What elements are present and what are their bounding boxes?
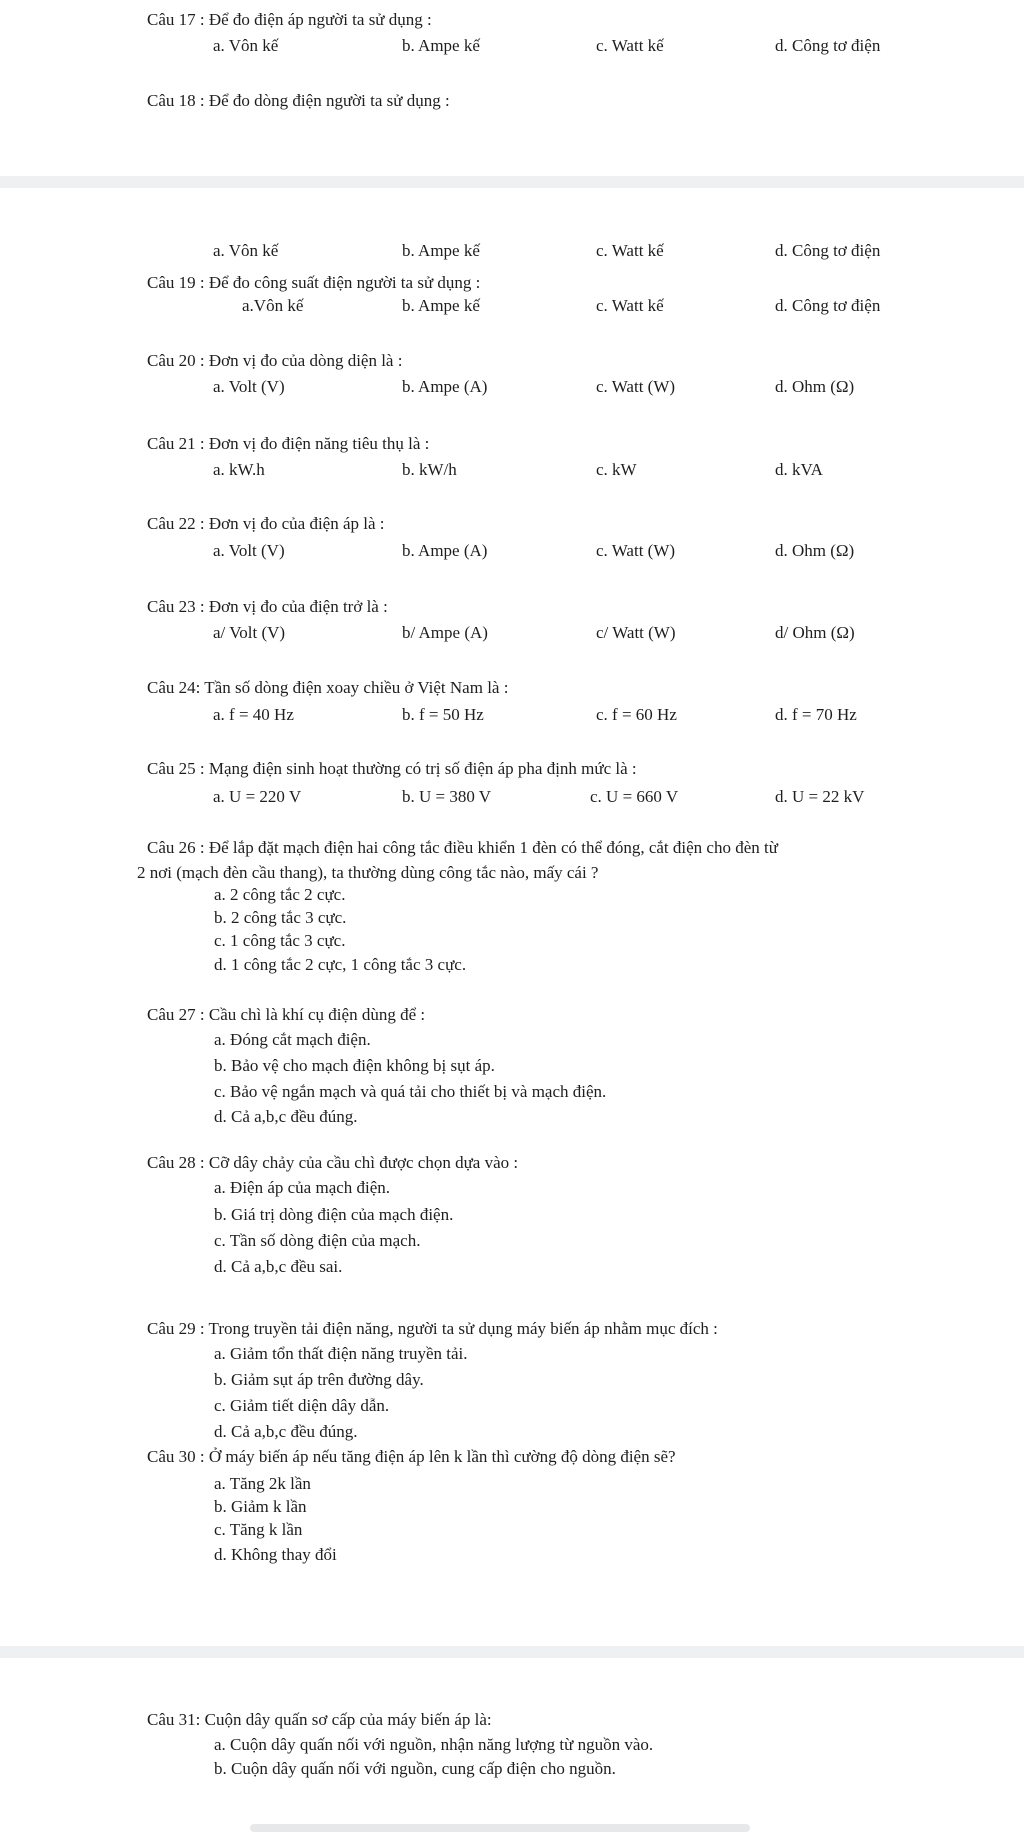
q24-option-c: c. f = 60 Hz	[596, 705, 677, 724]
q18-option-d: d. Công tơ điện	[775, 241, 881, 260]
q23-option-d: d/ Ohm (Ω)	[775, 623, 855, 642]
cut-off-line	[250, 1824, 750, 1832]
q29-option-c: c. Giảm tiết diện dây dẫn.	[214, 1396, 390, 1415]
q21-option-a: a. kW.h	[213, 460, 265, 479]
question-26-line-2: 2 nơi (mạch đèn cầu thang), ta thường dùng công tắc nào, mấy cái ?	[137, 863, 599, 882]
q22-option-a: a. Volt (V)	[213, 541, 285, 560]
question-29: Câu 29 : Trong truyền tải điện năng, người ta sử dụng máy biến áp nhằm mục đích :	[147, 1319, 718, 1338]
q30-option-c: c. Tăng k lần	[214, 1520, 303, 1539]
q22-option-b: b. Ampe (A)	[402, 541, 488, 560]
q27-option-b: b. Bảo vệ cho mạch điện không bị sụt áp.	[214, 1056, 495, 1075]
q26-option-a: a. 2 công tắc 2 cực.	[214, 885, 346, 904]
q23-option-c: c/ Watt (W)	[596, 623, 676, 642]
q25-option-a: a. U = 220 V	[213, 787, 302, 806]
q28-option-a: a. Điện áp của mạch điện.	[214, 1178, 391, 1197]
q19-option-b: b. Ampe kế	[402, 296, 480, 315]
question-21: Câu 21 : Đơn vị đo điện năng tiêu thụ là :	[147, 434, 430, 453]
q23-option-a: a/ Volt (V)	[213, 623, 286, 642]
q26-option-d: d. 1 công tắc 2 cực, 1 công tắc 3 cực.	[214, 955, 467, 974]
question-31: Câu 31: Cuộn dây quấn sơ cấp của máy biến áp là:	[147, 1710, 492, 1729]
q22-option-c: c. Watt (W)	[596, 541, 676, 560]
q25-option-c: c. U = 660 V	[590, 787, 679, 806]
q24-option-b: b. f = 50 Hz	[402, 705, 484, 724]
q22-option-d: d. Ohm (Ω)	[775, 541, 855, 560]
q26-option-b: b. 2 công tắc 3 cực.	[214, 908, 347, 927]
q27-option-d: d. Cả a,b,c đều đúng.	[214, 1107, 358, 1126]
q17-option-a: a. Vôn kế	[213, 36, 279, 55]
question-25: Câu 25 : Mạng điện sinh hoạt thường có trị số điện áp pha định mức là :	[147, 759, 637, 778]
q26-option-c: c. 1 công tắc 3 cực.	[214, 931, 346, 950]
q29-option-a: a. Giảm tổn thất điện năng truyền tải.	[214, 1344, 468, 1363]
q20-option-d: d. Ohm (Ω)	[775, 377, 855, 396]
question-27: Câu 27 : Cầu chì là khí cụ điện dùng để :	[147, 1005, 426, 1024]
q29-option-d: d. Cả a,b,c đều đúng.	[214, 1422, 358, 1441]
question-24: Câu 24: Tần số dòng điện xoay chiều ở Việt Nam là :	[147, 678, 509, 697]
q28-option-d: d. Cả a,b,c đều sai.	[214, 1257, 343, 1276]
q27-option-c: c. Bảo vệ ngắn mạch và quá tải cho thiết bị và mạch điện.	[214, 1082, 607, 1101]
question-22: Câu 22 : Đơn vị đo của điện áp là :	[147, 514, 385, 533]
q24-option-a: a. f = 40 Hz	[213, 705, 294, 724]
q17-option-c: c. Watt kế	[596, 36, 664, 55]
question-28: Câu 28 : Cỡ dây chảy của cầu chì được chọn dựa vào :	[147, 1153, 519, 1172]
q31-option-a: a. Cuộn dây quấn nối với nguồn, nhận năng lượng từ nguồn vào.	[214, 1735, 654, 1754]
question-26-line-1: Câu 26 : Để lắp đặt mạch điện hai công tắc điều khiển 1 đèn có thể đóng, cắt điện cho đèn từ	[147, 838, 778, 857]
question-23: Câu 23 : Đơn vị đo của điện trở là :	[147, 597, 388, 616]
q21-option-d: d. kVA	[775, 460, 823, 479]
q31-option-b: b. Cuộn dây quấn nối với nguồn, cung cấp điện cho nguồn.	[214, 1759, 616, 1778]
q24-option-d: d. f = 70 Hz	[775, 705, 857, 724]
q19-option-a: a.Vôn kế	[242, 296, 304, 315]
q25-option-d: d. U = 22 kV	[775, 787, 865, 806]
page-gap-1	[0, 176, 1024, 188]
question-18: Câu 18 : Để đo dòng điện người ta sử dụng :	[147, 91, 450, 110]
q18-option-a: a. Vôn kế	[213, 241, 279, 260]
q18-option-c: c. Watt kế	[596, 241, 664, 260]
q29-option-b: b. Giảm sụt áp trên đường dây.	[214, 1370, 424, 1389]
q30-option-b: b. Giảm k lần	[214, 1497, 307, 1516]
question-19: Câu 19 : Để đo công suất điện người ta sử dụng :	[147, 273, 481, 292]
q20-option-c: c. Watt (W)	[596, 377, 676, 396]
q28-option-c: c. Tần số dòng điện của mạch.	[214, 1231, 421, 1250]
q19-option-c: c. Watt kế	[596, 296, 664, 315]
q30-option-a: a. Tăng 2k lần	[214, 1474, 311, 1493]
question-20: Câu 20 : Đơn vị đo của dòng diện là :	[147, 351, 403, 370]
q27-option-a: a. Đóng cắt mạch điện.	[214, 1030, 371, 1049]
q21-option-b: b. kW/h	[402, 460, 457, 479]
q17-option-d: d. Công tơ điện	[775, 36, 881, 55]
q25-option-b: b. U = 380 V	[402, 787, 492, 806]
page-gap-2	[0, 1646, 1024, 1658]
q18-option-b: b. Ampe kế	[402, 241, 480, 260]
q21-option-c: c. kW	[596, 460, 637, 479]
question-30: Câu 30 : Ở máy biến áp nếu tăng điện áp lên k lần thì cường độ dòng điện sẽ?	[147, 1447, 676, 1466]
q28-option-b: b. Giá trị dòng điện của mạch điện.	[214, 1205, 454, 1224]
q20-option-a: a. Volt (V)	[213, 377, 285, 396]
q23-option-b: b/ Ampe (A)	[402, 623, 488, 642]
q17-option-b: b. Ampe kế	[402, 36, 480, 55]
q19-option-d: d. Công tơ điện	[775, 296, 881, 315]
q20-option-b: b. Ampe (A)	[402, 377, 488, 396]
q30-option-d: d. Không thay đổi	[214, 1545, 337, 1564]
question-17: Câu 17 : Để đo điện áp người ta sử dụng :	[147, 10, 432, 29]
